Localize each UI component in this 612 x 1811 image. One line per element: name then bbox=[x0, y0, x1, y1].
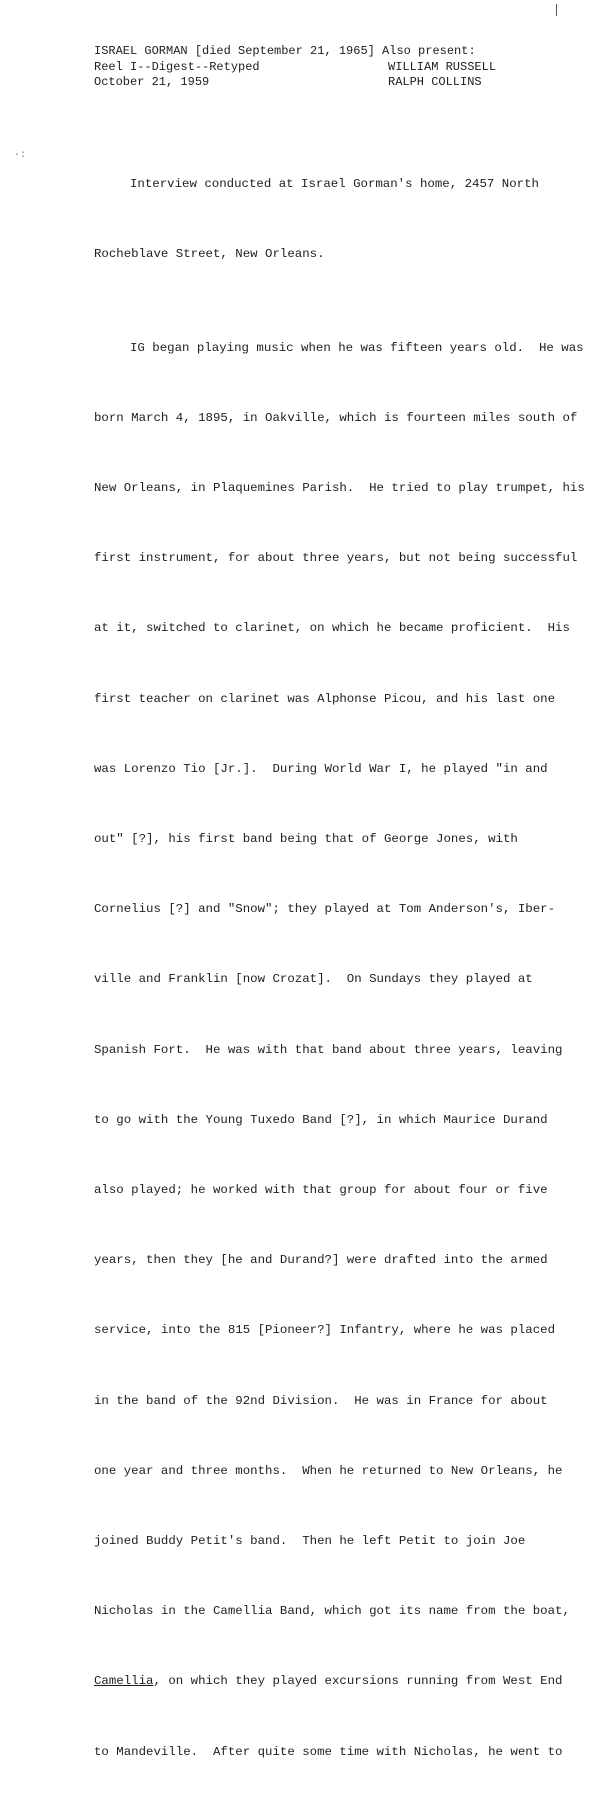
header-date-line: October 21, 1959 bbox=[94, 75, 210, 89]
body-line-rest: , on which they played excursions running from West End bbox=[153, 1674, 563, 1689]
body-line: to go with the Young Tuxedo Band [?], in which Maurice Durand bbox=[94, 1112, 548, 1127]
body-line: born March 4, 1895, in Oakville, which is fourteen miles south of bbox=[94, 410, 578, 425]
body-line: to Mandeville. After quite some time with Nicholas, he went to bbox=[94, 1744, 563, 1759]
body-line: out" [?], his first band being that of George Jones, with bbox=[94, 832, 518, 847]
page-corner-mark bbox=[556, 4, 557, 16]
body-line: Interview conducted at Israel Gorman's home, 2457 North bbox=[130, 176, 539, 191]
header-present-name-1: WILLIAM RUSSELL bbox=[388, 59, 497, 74]
header-present-name-2: RALPH COLLINS bbox=[388, 75, 482, 89]
body-line: Rocheblave Street, New Orleans. bbox=[94, 247, 325, 262]
body-line: first instrument, for about three years, but not being successful bbox=[94, 551, 578, 566]
body-line: New Orleans, in Plaquemines Parish. He tried to play trumpet, his bbox=[94, 481, 585, 496]
body-line: in the band of the 92nd Division. He was in France for about bbox=[94, 1393, 548, 1408]
body-line: Cornelius [?] and "Snow"; they played at Tom Anderson's, Iber- bbox=[94, 902, 556, 917]
body-line: ville and Franklin [now Crozat]. On Sundays they played at bbox=[94, 972, 533, 987]
body-line: also played; he worked with that group for about four or five bbox=[94, 1183, 548, 1198]
body-line-camellia bbox=[94, 1670, 594, 1693]
header-reel-line: Reel I--Digest--Retyped bbox=[94, 59, 260, 74]
body-line: service, into the 815 [Pioneer?] Infantry, where he was placed bbox=[94, 1323, 556, 1338]
boat-name-camellia: Camellia bbox=[94, 1674, 154, 1689]
body-line: years, then they [he and Durand?] were drafted into the armed bbox=[94, 1253, 548, 1268]
body-line: one year and three months. When he returned to New Orleans, he bbox=[94, 1463, 563, 1478]
body-line: first teacher on clarinet was Alphonse Picou, and his last one bbox=[94, 691, 556, 706]
document-body bbox=[94, 126, 594, 1811]
body-line: Spanish Fort. He was with that band about three years, leaving bbox=[94, 1042, 563, 1057]
body-line: at it, switched to clarinet, on which he became proficient. His bbox=[94, 621, 570, 636]
body-line: was Lorenzo Tio [Jr.]. During World War I, he played "in and bbox=[94, 761, 548, 776]
scan-speck: ·: bbox=[14, 150, 27, 161]
body-line: Nicholas in the Camellia Band, which got its name from the boat, bbox=[94, 1604, 570, 1619]
body-line: joined Buddy Petit's band. Then he left Petit to join Joe bbox=[94, 1534, 526, 1549]
body-line: IG began playing music when he was fifteen years old. He was bbox=[130, 340, 584, 355]
header-title-line: ISRAEL GORMAN [died September 21, 1965] Also present: bbox=[94, 44, 476, 58]
